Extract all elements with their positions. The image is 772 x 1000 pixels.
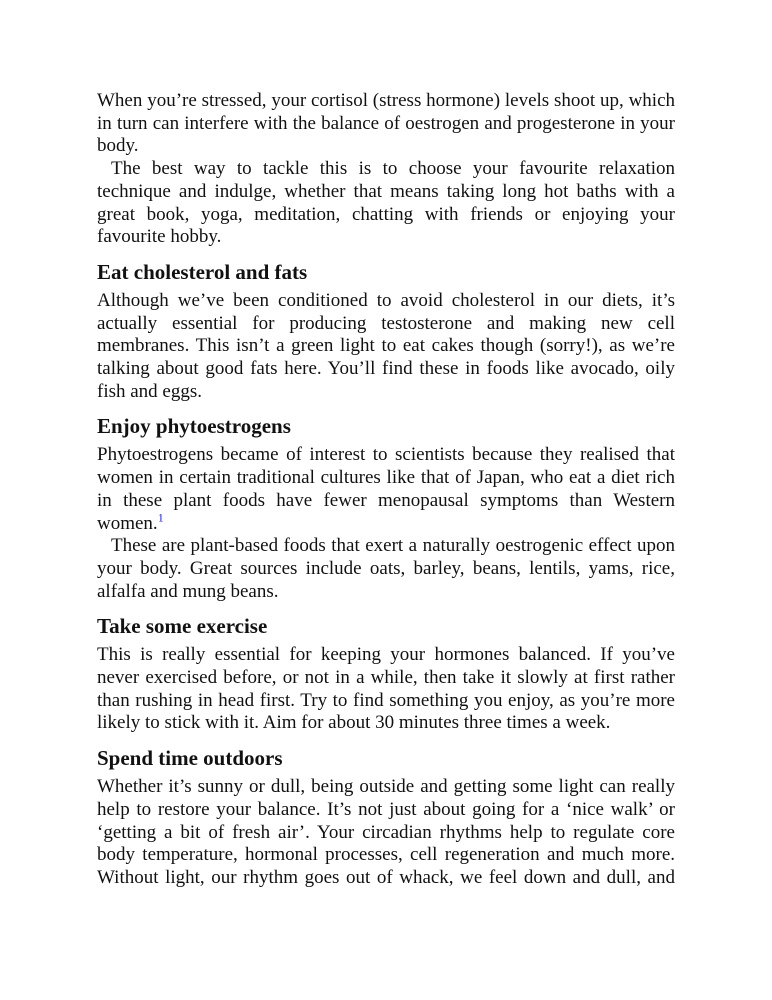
heading-outdoors: Spend time outdoors <box>97 746 283 771</box>
heading-cholesterol: Eat cholesterol and fats <box>97 259 308 284</box>
heading-phytoestrogens: Enjoy phytoestrogens <box>97 414 291 439</box>
intro-paragraph-1: When you’re stressed, your cortisol (stress hormone) levels shoot up, which in turn can interfere with the balance of oestrogen and progesterone in your body. <box>97 90 675 157</box>
intro-paragraph-2: The best way to tackle this is to choose your favourite relaxation technique and indulge, whether that means taking long hot baths with a great book, yoga, meditation, chatting with friends or enjoying your favourite hobby. <box>97 158 675 248</box>
exercise-paragraph: This is really essential for keeping your hormones balanced. If you’ve never exercised before, or not in a while, then take it slowly at first rather than rushing in head first. Try to find something you enjoy, as you’re more likely to stick with it. Aim for about 30 minutes three times a week. <box>97 644 675 734</box>
outdoors-paragraph: Whether it’s sunny or dull, being outside and getting some light can really help to restore your balance. It’s not just about going for a ‘nice walk’ or ‘getting a bit of fresh air’. Your circadian rhythms help to regulate core body temperature, hormonal processes, cell regeneration and much more. Without light, our rhythm goes out of whack, we feel down and dull, and <box>97 776 675 888</box>
footnote-reference-link[interactable]: 1 <box>157 510 164 525</box>
phytoestrogens-paragraph-1 <box>97 444 675 535</box>
phytoestrogens-paragraph-2: These are plant-based foods that exert a naturally oestrogenic effect upon your body. Great sources include oats, barley, beans, lentils, yams, rice, alfalfa and mung beans. <box>97 535 675 602</box>
page-body <box>97 90 675 890</box>
phytoestrogens-paragraph-1-text: Phytoestrogens became of interest to scientists because they realised that women in certain traditional cultures like that of Japan, who eat a diet rich in these plant foods have fewer menopausal symptoms than Western women. <box>97 444 675 534</box>
cholesterol-paragraph: Although we’ve been conditioned to avoid cholesterol in our diets, it’s actually essential for producing testosterone and making new cell membranes. This isn’t a green light to eat cakes though (sorry!), as we’re talking about good fats here. You’ll find these in foods like avocado, oily fish and eggs. <box>97 289 675 402</box>
heading-exercise: Take some exercise <box>97 614 268 639</box>
